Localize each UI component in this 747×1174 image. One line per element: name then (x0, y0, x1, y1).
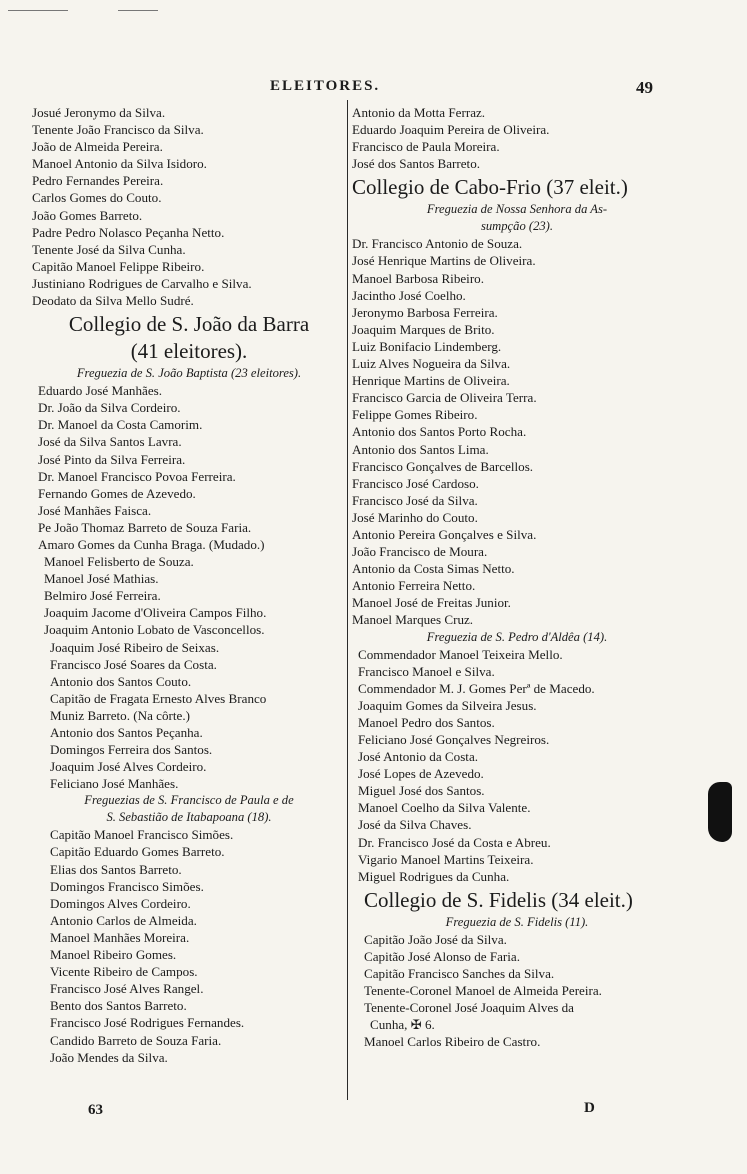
voter-name: Miguel José dos Santos. (358, 783, 485, 799)
voter-name: Tenente João Francisco da Silva. (32, 122, 204, 138)
voter-name: Antonio dos Santos Peçanha. (50, 725, 203, 740)
voter-name: Antonio Pereira Gonçalves e Silva. (352, 526, 537, 542)
college-heading: Collegio de Cabo-Frio (37 eleit.) (352, 175, 628, 200)
voter-name: João Gomes Barreto. (32, 207, 143, 223)
left-column (32, 104, 346, 1066)
voter-name: Capitão José Alonso de Faria. (364, 948, 521, 964)
voter-name: José da Silva Chaves. (358, 817, 472, 833)
voter-name: Francisco José da Silva. (352, 492, 478, 508)
voter-name: Tenente-Coronel José Joaquim Alves da (364, 1000, 574, 1016)
print-smudge (8, 10, 68, 11)
voter-name: Jeronymo Barbosa Ferreira. (352, 304, 498, 320)
voter-name: Dr. Francisco Antonio de Souza. (352, 236, 523, 252)
parish-heading: Freguezias de S. Francisco de Paula e de (84, 793, 294, 808)
voter-name: Manoel Carlos Ribeiro de Castro. (364, 1034, 541, 1050)
voter-name: Manoel Felisberto de Souza. (44, 554, 194, 570)
voter-name: Deodato da Silva Mello Sudré. (32, 293, 194, 309)
voter-name: Manoel Pedro dos Santos. (358, 714, 495, 730)
voter-name: José da Silva Santos Lavra. (38, 434, 182, 450)
college-heading: Collegio de S. João da Barra (68, 312, 310, 337)
voter-name: Luiz Bonifacio Lindemberg. (352, 338, 502, 354)
voter-name: José Pinto da Silva Ferreira. (38, 451, 186, 467)
voter-name: Domingos Francisco Simões. (50, 878, 204, 894)
voter-name: Manoel José de Freitas Junior. (352, 595, 511, 611)
voter-name: Manoel Barbosa Ribeiro. (352, 270, 484, 286)
voter-name: Dr. João da Silva Cordeiro. (38, 400, 181, 416)
voter-name: Francisco José Soares da Costa. (50, 656, 217, 672)
voter-name: Felippe Gomes Ribeiro. (352, 407, 478, 423)
voter-name: Joaquim Gomes da Silveira Jesus. (358, 697, 537, 713)
voter-name: Vicente Ribeiro de Campos. (50, 964, 198, 980)
voter-name: Antonio dos Santos Porto Rocha. (352, 424, 527, 440)
voter-name: João Francisco de Moura. (352, 544, 488, 560)
voter-name: Francisco Manoel e Silva. (358, 663, 495, 679)
voter-name: Antonio dos Santos Couto. (50, 673, 192, 689)
voter-name: Justiniano Rodrigues de Carvalho e Silva. (32, 275, 252, 291)
voter-name: Manoel Coelho da Silva Valente. (358, 800, 531, 816)
page-title: ELEITORES. (270, 78, 381, 94)
voter-name: Francisco Gonçalves de Barcellos. (352, 458, 534, 474)
voter-name: Antonio dos Santos Lima. (352, 441, 489, 457)
voter-name-continuation: Cunha, ✠ 6. (370, 1017, 435, 1033)
voter-name: Belmiro José Ferreira. (44, 588, 161, 604)
voter-name: Padre Pedro Nolasco Peçanha Netto. (32, 224, 225, 240)
print-smudge (118, 10, 158, 11)
voter-name: Josué Jeronymo da Silva. (32, 105, 166, 120)
voter-name: Capitão de Fragata Ernesto Alves Branco (50, 690, 267, 706)
parish-heading: Freguezia de S. Pedro d'Aldêa (14). (426, 629, 608, 644)
voter-name: Dr. Manoel Francisco Povoa Ferreira. (38, 468, 236, 484)
voter-name: Manoel José Mathias. (44, 571, 159, 587)
voter-name: José dos Santos Barreto. (352, 156, 481, 172)
voter-name: João de Almeida Pereira. (32, 139, 163, 155)
voter-name: Jacintho José Coelho. (352, 287, 466, 303)
voter-name: Fernando Gomes de Azevedo. (38, 485, 196, 501)
voter-name: Joaquim Jacome d'Oliveira Campos Filho. (44, 605, 267, 621)
voter-name: Francisco José Cardoso. (352, 475, 479, 491)
voter-name: Capitão Manoel Francisco Simões. (50, 827, 234, 843)
voter-name: Manoel Manhães Moreira. (50, 929, 190, 945)
signature-mark-right: D (584, 1100, 595, 1116)
voter-name: Domingos Alves Cordeiro. (50, 895, 191, 911)
voter-name: Capitão Eduardo Gomes Barreto. (50, 844, 225, 860)
voter-name: João Mendes da Silva. (50, 1049, 168, 1065)
voter-name: Elias dos Santos Barreto. (50, 861, 182, 877)
voter-name: Antonio Ferreira Netto. (352, 578, 476, 594)
parish-heading: Freguezia de S. João Baptista (23 eleitores). (76, 366, 302, 381)
parish-heading: Freguezia de S. Fidelis (11). (445, 914, 589, 929)
voter-name: Eduardo José Manhães. (38, 383, 162, 399)
parish-heading: sumpção (23). (480, 219, 554, 234)
voter-name: José Antonio da Costa. (358, 749, 479, 765)
voter-name: Domingos Ferreira dos Santos. (50, 742, 213, 758)
voter-name: Tenente-Coronel Manoel de Almeida Pereira. (364, 983, 602, 999)
voter-name: Luiz Alves Nogueira da Silva. (352, 356, 511, 372)
voter-name: José Marinho do Couto. (352, 509, 478, 525)
voter-name: José Lopes de Azevedo. (358, 766, 484, 782)
voter-name: Antonio Carlos de Almeida. (50, 912, 197, 928)
voter-name: Commendador M. J. Gomes Perª de Macedo. (358, 680, 595, 696)
voter-name: Pe João Thomaz Barreto de Souza Faria. (38, 519, 252, 535)
voter-name: Manoel Marques Cruz. (352, 612, 474, 628)
signature-mark-left: 63 (88, 1102, 103, 1118)
voter-name: Candido Barreto de Souza Faria. (50, 1032, 222, 1048)
voter-name-continuation: Muniz Barreto. (Na côrte.) (50, 707, 190, 723)
right-column (352, 104, 682, 1051)
voter-name: Amaro Gomes da Cunha Braga. (Mudado.) (38, 536, 265, 552)
voter-name: Antonio da Costa Simas Netto. (352, 561, 515, 577)
voter-name: Joaquim Antonio Lobato de Vasconcellos. (44, 622, 265, 638)
voter-name: Francisco Garcia de Oliveira Terra. (352, 390, 537, 406)
ink-blot (708, 782, 732, 842)
voter-name: Joaquim Marques de Brito. (352, 321, 495, 337)
college-heading: Collegio de S. Fidelis (34 eleit.) (364, 887, 633, 912)
voter-name: Joaquim José Ribeiro de Seixas. (50, 639, 220, 655)
voter-name: Henrique Martins de Oliveira. (352, 373, 510, 389)
voter-name: Joaquim José Alves Cordeiro. (50, 759, 207, 775)
college-heading: (41 eleitores). (130, 339, 248, 364)
voter-name: José Manhães Faisca. (38, 502, 152, 518)
voter-name: Commendador Manoel Teixeira Mello. (358, 646, 563, 662)
voter-name: Manoel Ribeiro Gomes. (50, 947, 177, 963)
voter-name: Capitão Manoel Felippe Ribeiro. (32, 258, 205, 274)
voter-name: Carlos Gomes do Couto. (32, 190, 162, 206)
parish-heading: Freguezia de Nossa Senhora da As- (426, 202, 608, 217)
page-number: 49 (636, 78, 653, 97)
voter-name: Miguel Rodrigues da Cunha. (358, 868, 510, 884)
voter-name: Eduardo Joaquim Pereira de Oliveira. (352, 122, 550, 138)
voter-name: Capitão Francisco Sanches da Silva. (364, 966, 555, 982)
voter-name: Vigario Manoel Martins Teixeira. (358, 851, 534, 867)
voter-name: Capitão João José da Silva. (364, 931, 507, 947)
voter-name: Tenente José da Silva Cunha. (32, 241, 186, 257)
voter-name: José Henrique Martins de Oliveira. (352, 253, 536, 269)
parish-heading: S. Sebastião de Itabapoana (18). (106, 810, 272, 825)
column-divider (347, 100, 348, 1100)
voter-name: Francisco José Rodrigues Fernandes. (50, 1015, 245, 1031)
voter-name: Dr. Francisco José da Costa e Abreu. (358, 834, 551, 850)
voter-name: Feliciano José Manhães. (50, 776, 179, 792)
voter-name: Dr. Manoel da Costa Camorim. (38, 417, 203, 433)
voter-name: Bento dos Santos Barreto. (50, 998, 187, 1014)
voter-name: Francisco José Alves Rangel. (50, 981, 204, 997)
voter-name: Pedro Fernandes Pereira. (32, 173, 164, 189)
voter-name: Manoel Antonio da Silva Isidoro. (32, 156, 207, 172)
voter-name: Feliciano José Gonçalves Negreiros. (358, 732, 550, 747)
voter-name: Francisco de Paula Moreira. (352, 139, 500, 155)
voter-name: Antonio da Motta Ferraz. (352, 105, 486, 120)
